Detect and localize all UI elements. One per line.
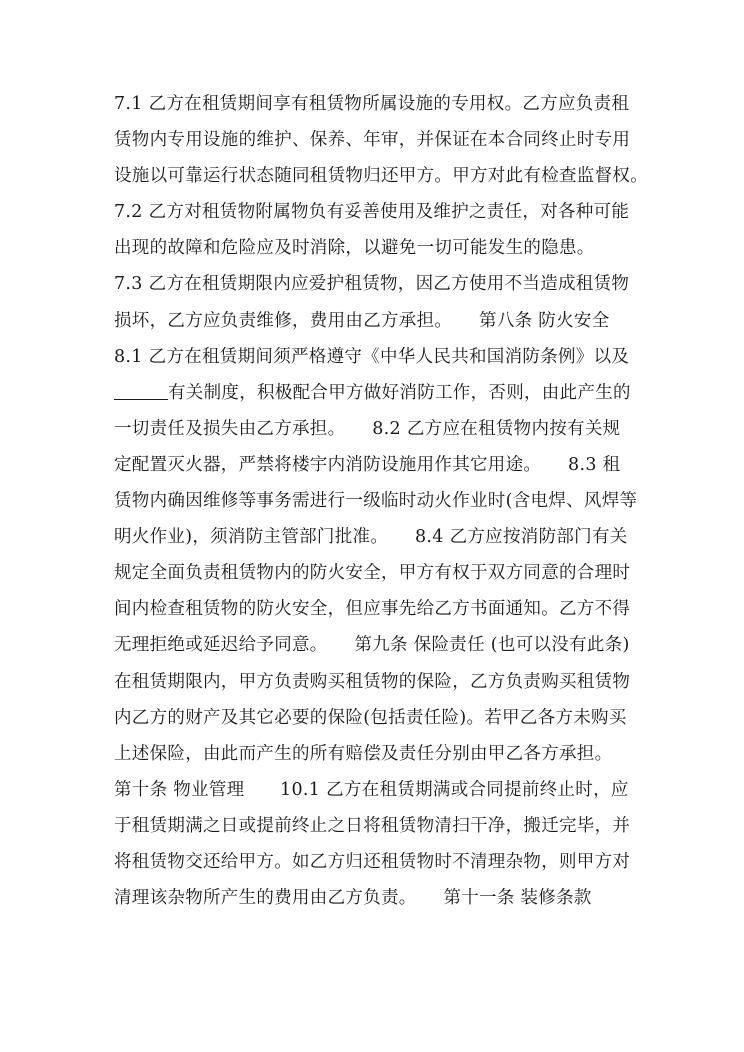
text-line: 7.3 乙方在租赁期限内应爱护租赁物，因乙方使用不当造成租赁物: [114, 274, 630, 295]
text-line: 赁物内专用设施的维护、保养、年审，并保证在本合同终止时专用: [114, 130, 631, 151]
text-line: 赁物内确因维修等事务需进行一级临时动火作业时(含电焊、风焊等: [114, 491, 638, 512]
text-line: 出现的故障和危险应及时消除，以避免一切可能发生的隐患。: [114, 238, 595, 259]
contract-body-text: [114, 86, 648, 916]
text-line: 间内检查租赁物的防火安全，但应事先给乙方书面通知。乙方不得: [114, 599, 631, 620]
text-line: 规定全面负责租赁物内的防火安全，甲方有权于双方同意的合理时: [114, 563, 631, 584]
text-line: 定配置灭火器，严禁将楼宇内消防设施用作其它用途。 8.3 租: [114, 454, 621, 475]
text-line: 上述保险，由此而产生的所有赔偿及责任分别由甲乙各方承担。: [114, 743, 613, 764]
text-line: 第十条 物业管理 10.1 乙方在租赁期满或合同提前终止时，应: [114, 779, 629, 800]
text-line: 7.2 乙方对租赁物附属物负有妥善使用及维护之责任，对各种可能: [114, 202, 630, 223]
fill-in-blank: [114, 381, 168, 400]
text-line: 损坏，乙方应负责维修，费用由乙方承担。 第八条 防火安全: [114, 310, 610, 331]
text-line: 将租赁物交还给甲方。如乙方归还租赁物时不清理杂物，则甲方对: [114, 851, 631, 872]
text-line: 在租赁期限内，甲方负责购买租赁物的保险，乙方负责购买租赁物: [114, 671, 631, 692]
text-line: 于租赁期满之日或提前终止之日将租赁物清扫干净，搬迁完毕，并: [114, 815, 631, 836]
text-line-with-blank: [114, 375, 644, 411]
text-line: 清理该杂物所产生的费用由乙方负责。 第十一条 装修条款: [114, 888, 592, 909]
text-line: 明火作业)，须消防主管部门批准。 8.4 乙方应按消防部门有关: [114, 527, 628, 548]
text-line: 8.1 乙方在租赁期间须严格遵守《中华人民共和国消防条例》以及: [114, 346, 630, 367]
text-line: 一切责任及损失由乙方承担。 8.2 乙方应在租赁物内按有关规: [114, 418, 621, 439]
text-line-content: 有关制度，积极配合甲方做好消防工作，否则，由此产生的: [168, 382, 631, 403]
text-line: 7.1 乙方在租赁期间享有租赁物所属设施的专用权。乙方应负责租: [114, 94, 630, 114]
text-line: 无理拒绝或延迟给予同意。 第九条 保险责任 (也可以没有此条): [114, 635, 630, 656]
text-line: 设施以可靠运行状态随同租赁物归还甲方。甲方对此有检查监督权。: [114, 166, 648, 187]
text-line: 内乙方的财产及其它必要的保险(包括责任险)。若甲乙各方未购买: [114, 707, 627, 728]
